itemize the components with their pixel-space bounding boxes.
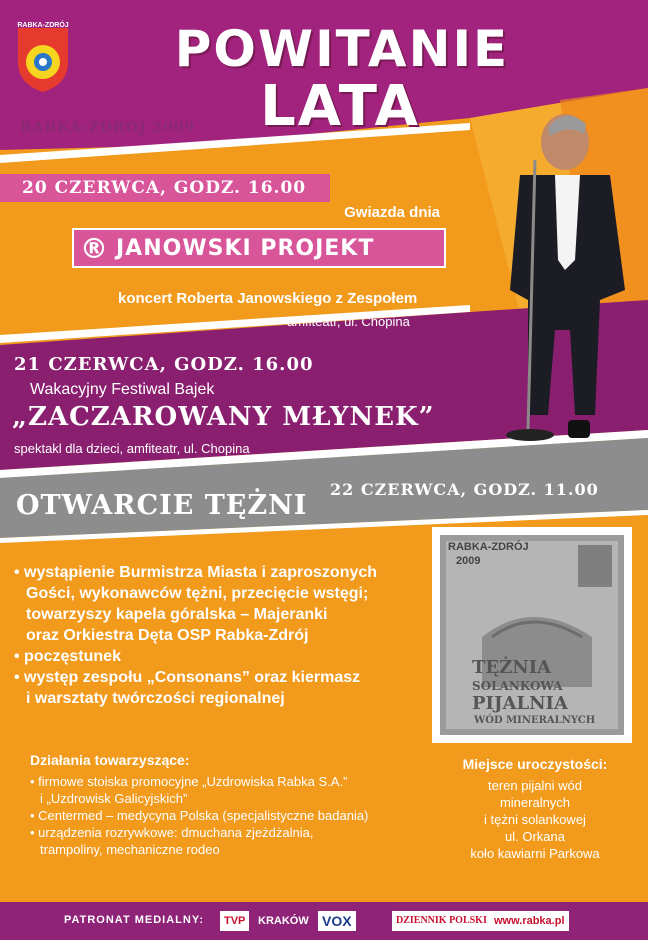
activity-line: urządzenia rozrywkowe: dmuchana zjeżdżalnia, bbox=[38, 825, 314, 840]
plaque-top-text: RABKA-ZDRÓJ bbox=[448, 541, 529, 553]
event2-date: 21 CZERWCA, GODZ. 16.00 bbox=[14, 354, 314, 375]
title-powitanie: POWITANIE bbox=[174, 20, 510, 78]
bullet-line: i warsztaty twórczości regionalnej bbox=[26, 690, 285, 707]
plaque-line1: TĘŻNIA bbox=[472, 657, 552, 678]
event1-date: 20 CZERWCA, GODZ. 16.00 bbox=[0, 174, 330, 202]
location-section bbox=[440, 756, 630, 862]
header-subtitle: RABKA-ZDRÓJ 2009 bbox=[20, 120, 196, 136]
event3-bullets bbox=[14, 562, 414, 709]
location-line: koło kawiarni Parkowa bbox=[470, 846, 600, 861]
rabka-logo bbox=[16, 20, 70, 92]
bullet-line: towarzyszy kapela góralska – Majeranki bbox=[26, 606, 328, 623]
plaque-image bbox=[432, 527, 632, 743]
sponsor-krakow[interactable]: KRAKÓW bbox=[258, 915, 309, 927]
activity-line: trampoliny, mechaniczne rodeo bbox=[40, 842, 220, 857]
event3-title: OTWARCIE TĘŻNI bbox=[16, 490, 308, 521]
bullet-line: oraz Orkiestra Dęta OSP Rabka-Zdrój bbox=[26, 627, 309, 644]
location-line: teren pijalni wód bbox=[488, 778, 582, 793]
registered-mark-icon: ® bbox=[80, 232, 108, 265]
event1-star-label: Gwiazda dnia bbox=[344, 204, 440, 221]
event1-description: koncert Roberta Janowskiego z Zespołem bbox=[118, 290, 418, 307]
activity-line: firmowe stoiska promocyjne „Uzdrowiska Rabka S.A.” bbox=[38, 774, 348, 789]
plaque-year: 2009 bbox=[456, 555, 481, 567]
bullet-item: • poczęstunek bbox=[14, 648, 121, 665]
bullet-line: Gości, wykonawców tężni, przecięcie wstęgi; bbox=[26, 585, 369, 602]
sponsor-vox[interactable]: VOX bbox=[318, 911, 356, 931]
event1-band-box bbox=[72, 228, 446, 268]
sponsor-dziennik-polski[interactable]: DZIENNIK POLSKI bbox=[392, 911, 491, 931]
sponsor-tvp[interactable]: TVP bbox=[220, 911, 249, 931]
location-line: mineralnych bbox=[499, 795, 571, 810]
event1-venue: amfiteatr, ul. Chopina bbox=[287, 314, 410, 329]
logo-text: RABKA-ZDRÓJ bbox=[17, 22, 69, 29]
bullet-line: wystąpienie Burmistrza Miasta i zaproszonych bbox=[24, 564, 378, 581]
location-line: ul. Orkana bbox=[505, 829, 565, 844]
plaque-line4: WÓD MINERALNYCH bbox=[474, 715, 596, 726]
activity-line: i „Uzdrowisk Galicyjskich” bbox=[40, 791, 188, 806]
location-line: i tężni solankowej bbox=[484, 812, 586, 827]
footer-label: PATRONAT MEDIALNY: bbox=[64, 914, 205, 926]
event2-title: „ZACZAROWANY MŁYNEK” bbox=[12, 402, 435, 432]
activity-item: • urządzenia rozrywkowe: dmuchana zjeżdżalnia, bbox=[30, 825, 314, 840]
bullet-item: • wystąpienie Burmistrza Miasta i zaproszonych bbox=[14, 564, 378, 581]
plaque-line2: SOLANKOWA bbox=[472, 679, 563, 693]
plaque-line3: PIJALNIA bbox=[472, 693, 568, 714]
event1-band: JANOWSKI PROJEKT bbox=[116, 236, 375, 261]
location-heading: Miejsce uroczystości: bbox=[462, 756, 608, 772]
sponsor-rabka-pl[interactable]: www.rabka.pl bbox=[490, 911, 569, 931]
activity-item: • firmowe stoiska promocyjne „Uzdrowiska Rabka S.A.” bbox=[30, 774, 348, 789]
bullet-item: • występ zespołu „Consonans” oraz kiermasz bbox=[14, 669, 361, 686]
event2-festival: Wakacyjny Festiwal Bajek bbox=[30, 381, 215, 398]
event2-description: spektakl dla dzieci, amfiteatr, ul. Chopina bbox=[14, 441, 250, 456]
activity-line: Centermed – medycyna Polska (specjalistyczne badania) bbox=[38, 808, 369, 823]
event3-date: 22 CZERWCA, GODZ. 11.00 bbox=[330, 480, 599, 499]
activities-section bbox=[30, 752, 430, 858]
title-lata: LATA bbox=[260, 74, 420, 139]
bullet-line: występ zespołu „Consonans” oraz kiermasz bbox=[24, 669, 361, 686]
activities-heading: Działania towarzyszące: bbox=[30, 752, 190, 768]
bullet-line: poczęstunek bbox=[24, 648, 121, 665]
activity-item: • Centermed – medycyna Polska (specjalistyczne badania) bbox=[30, 808, 369, 823]
